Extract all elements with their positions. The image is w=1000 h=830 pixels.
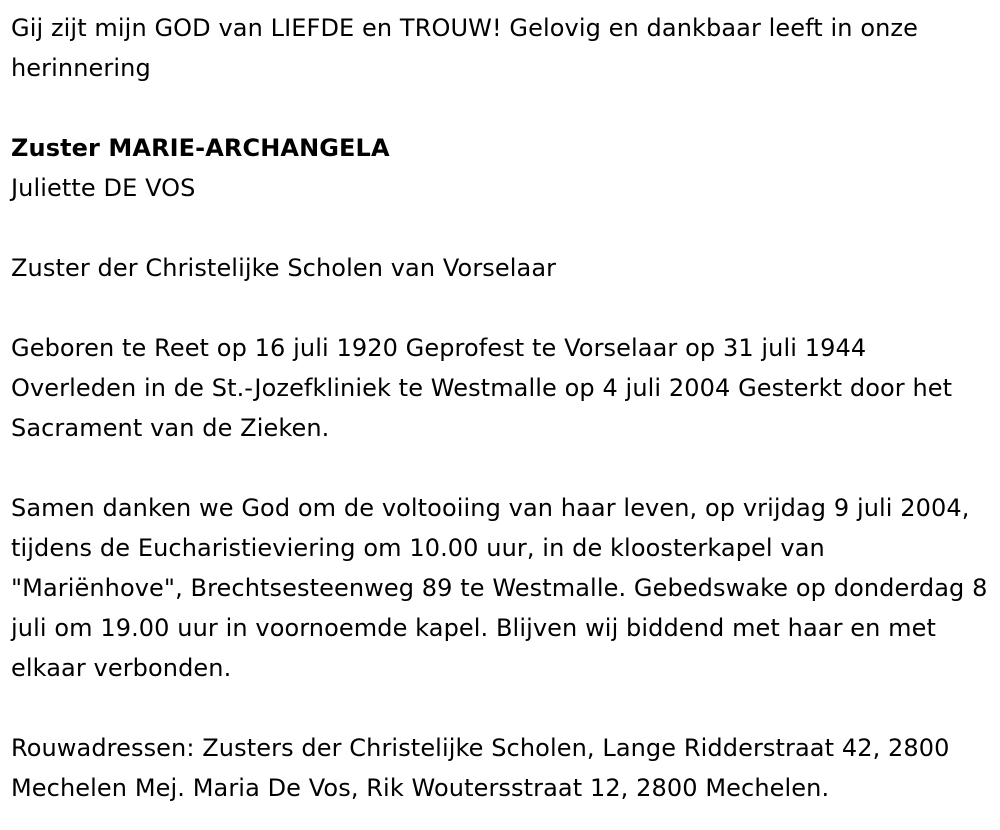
spacer [11,688,991,728]
addresses-text: Rouwadressen: Zusters der Christelijke Scholen, Lange Ridderstraat 42, 2800 Mechelen Mej. Maria De Vos, Rik Woutersstraat 12, 2800 Mechelen. [11,734,950,802]
obituary-document [11,8,991,808]
spacer [11,288,991,328]
service-info-text: Samen danken we God om de voltooiing van haar leven, op vrijdag 9 juli 2004, tijdens de Eucharistieviering om 10.00 uur, in de kloosterkapel van "Mariënhove", Brechtsesteenweg 89 te Westmalle. Gebedswake op donderdag 8 juli om 19.00 uur in voornoemde kapel. Blijven wij biddend met haar en met elkaar verbonden. [11,494,988,682]
religious-name: Zuster MARIE-ARCHANGELA [11,134,390,162]
spacer [11,88,991,128]
congregation-text: Zuster der Christelijke Scholen van Vorselaar [11,254,557,282]
spacer [11,448,991,488]
opening-text: Gij zijt mijn GOD van LIEFDE en TROUW! Gelovig en dankbaar leeft in onze herinnering [11,14,918,82]
life-details-text: Geboren te Reet op 16 juli 1920 Geprofest te Vorselaar op 31 juli 1944 Overleden in de St.-Jozefkliniek te Westmalle op 4 juli 2004 Gesterkt door het Sacrament van de Zieken. [11,334,953,442]
civil-name: Juliette DE VOS [11,174,196,202]
spacer [11,208,991,248]
